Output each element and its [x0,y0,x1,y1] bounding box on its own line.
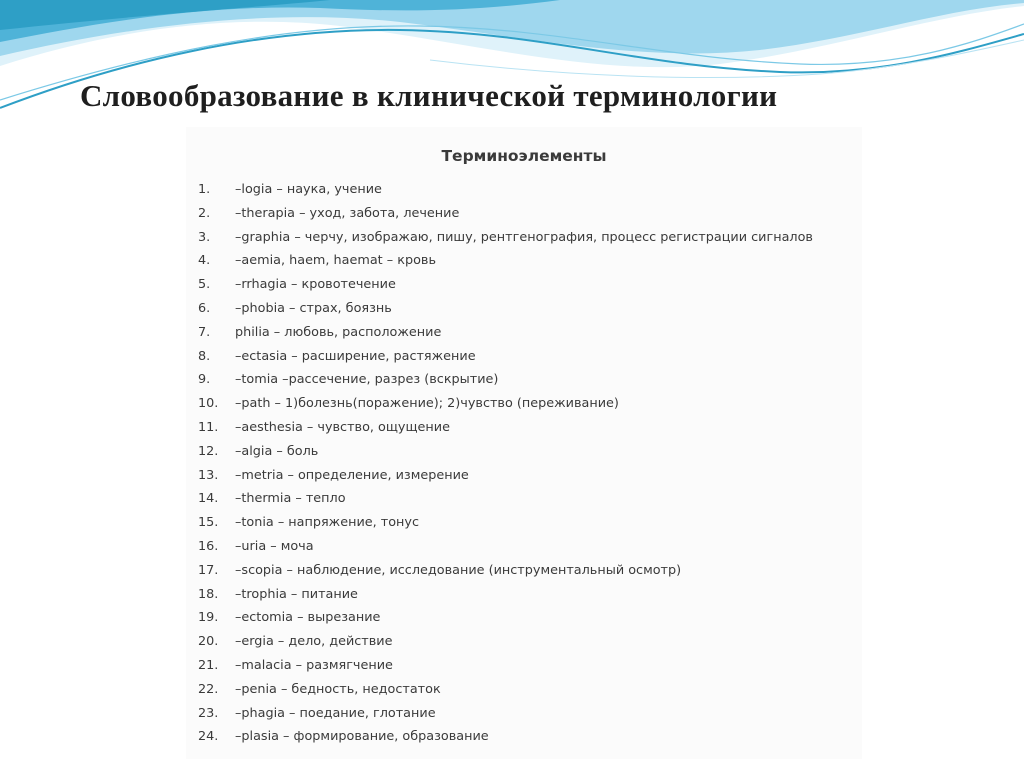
list-item-text: –phagia – поедание, глотание [235,705,436,721]
list-item-text: –logia – наука, учение [235,182,382,197]
list-item-number: 1. [198,182,211,197]
list-item-number: 7. [198,324,211,340]
list-item-number: 17. [198,562,219,578]
list-item-number: 4. [198,253,211,269]
list-item-text: –penia – бедность, недостаток [235,681,441,697]
list-item-number: 16. [198,538,219,554]
list-item-text: –aemia, haem, haemat – кровь [235,253,436,269]
list-item [198,249,813,273]
slide-title: Словообразование в клинической терминологии [80,78,778,113]
list-item [198,321,813,345]
list-item [198,297,813,321]
list-item [198,226,813,250]
list-item [198,511,813,535]
list-item [198,368,813,392]
list-item [198,630,813,654]
list-item-number: 22. [198,681,219,697]
list-item-number: 23. [198,705,219,721]
list-item-number: 5. [198,277,211,293]
document-heading: Терминоэлементы [441,147,607,165]
list-item [198,535,813,559]
list-item-text: –tomia –рассечение, разрез (вскрытие) [235,372,499,388]
list-item-text: –aesthesia – чувство, ощущение [235,419,450,435]
scanned-document [186,127,862,759]
list-item [198,583,813,607]
list-item-text: –therapia – уход, забота, лечение [235,205,460,221]
list-item [198,392,813,416]
list-item-number: 20. [198,634,219,650]
list-item-number: 10. [198,396,219,412]
list-item-text: –malacia – размягчение [235,657,393,673]
list-item-number: 19. [198,610,219,626]
list-item-number: 24. [198,729,219,745]
list-item [198,464,813,488]
term-list [198,178,813,749]
list-item-number: 21. [198,657,219,673]
list-item-number: 14. [198,491,219,507]
list-item-text: philia – любовь, расположение [235,324,442,340]
list-item [198,559,813,583]
list-item-text: –rrhagia – кровотечение [235,277,396,293]
list-item [198,725,813,749]
list-item [198,202,813,226]
list-item [198,654,813,678]
list-item-number: 12. [198,443,219,459]
list-item-number: 3. [198,229,211,245]
list-item [198,678,813,702]
list-item-number: 9. [198,372,211,388]
list-item-number: 18. [198,586,219,602]
list-item-number: 11. [198,419,219,435]
list-item-text: –scopia – наблюдение, исследование (инструментальный осмотр) [235,562,682,578]
list-item-text: –ergia – дело, действие [235,634,393,650]
list-item [198,487,813,511]
list-item [198,416,813,440]
list-item-text: –trophia – питание [235,586,358,602]
list-item-text: –algia – боль [235,443,319,459]
list-item-text: –metria – определение, измерение [235,467,469,483]
list-item-number: 8. [198,348,211,364]
list-item-number: 6. [198,300,211,316]
list-item-text: –plasia – формирование, образование [235,729,489,745]
list-item [198,440,813,464]
list-item-text: –uria – моча [235,538,314,554]
list-item [198,178,813,202]
list-item-number: 13. [198,467,219,483]
list-item-number: 15. [198,515,219,531]
list-item-text: –path – 1)болезнь(поражение); 2)чувство (переживание) [235,396,619,412]
list-item-text: –tonia – напряжение, тонус [235,515,420,531]
list-item-number: 2. [198,205,211,221]
list-item-text: –ectasia – расширение, растяжение [235,348,476,364]
list-item-text: –graphia – черчу, изображаю, пишу, рентгенография, процесс регистрации сигналов [235,229,813,245]
list-item [198,606,813,630]
list-item [198,702,813,726]
list-item-text: –ectomia – вырезание [235,610,381,626]
list-item-text: –thermia – тепло [235,491,346,507]
list-item [198,273,813,297]
list-item [198,345,813,369]
list-item-text: –phobia – страх, боязнь [235,300,392,316]
